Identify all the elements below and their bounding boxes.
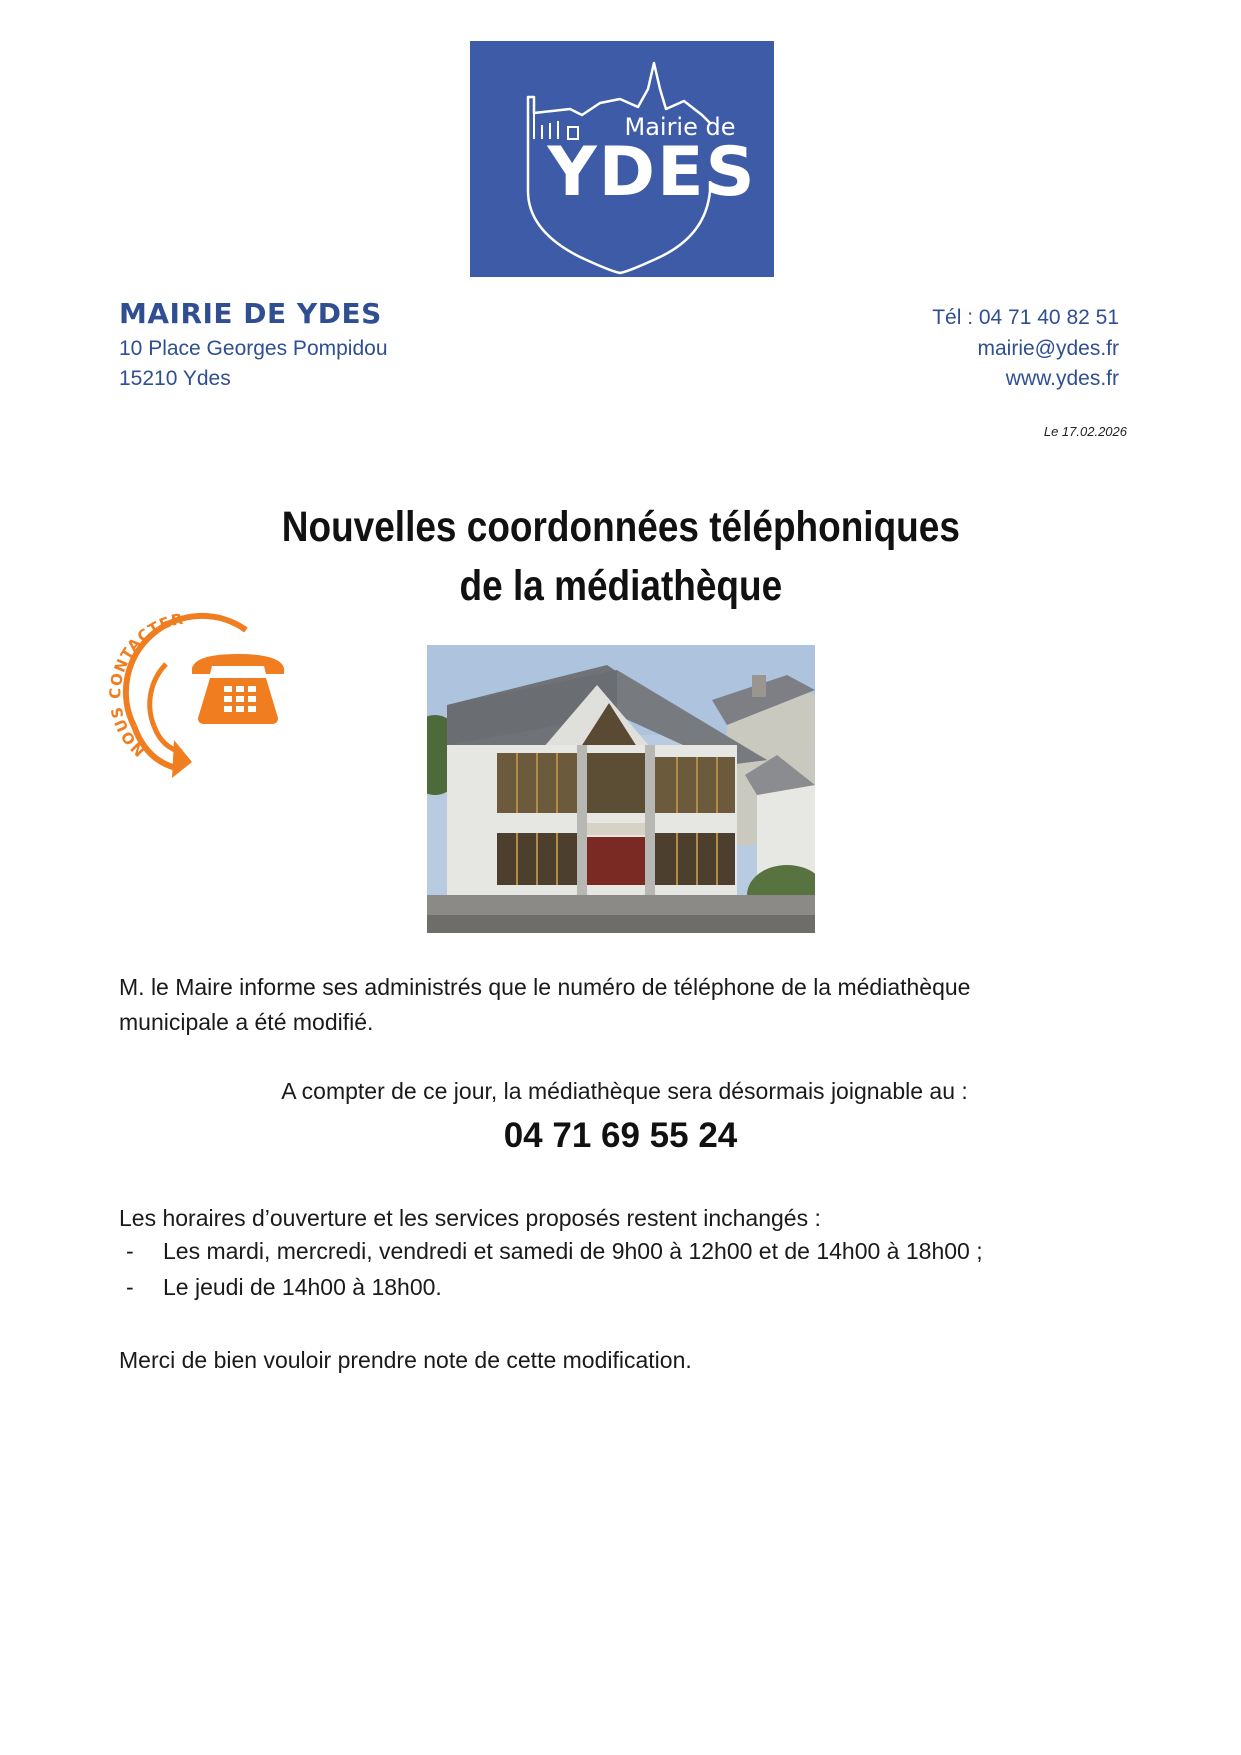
- header-website[interactable]: www.ydes.fr: [1005, 367, 1119, 390]
- document-title-line1: Nouvelles coordonnées téléphoniques: [281, 503, 960, 551]
- svg-text:NOUS CONTACTER: [106, 610, 185, 760]
- hours-bullet: -: [126, 1274, 134, 1300]
- hours-item: Le jeudi de 14h00 à 18h00.: [163, 1274, 442, 1300]
- paragraph-intro-line2: municipale a été modifié.: [119, 1009, 374, 1035]
- address-city: 15210 Ydes: [119, 367, 231, 390]
- logo-text-big: YDES: [547, 133, 757, 212]
- document-date: Le 17.02.2026: [1043, 424, 1127, 439]
- organization-name: MAIRIE DE YDES: [119, 297, 382, 330]
- document-title-line2: de la médiathèque: [459, 562, 783, 610]
- new-phone-number: 04 71 69 55 24: [503, 1116, 738, 1155]
- header-phone: Tél : 04 71 40 82 51: [932, 306, 1119, 329]
- header-email[interactable]: mairie@ydes.fr: [977, 337, 1119, 360]
- hours-bullet: -: [126, 1238, 134, 1264]
- mediatheque-photo: [427, 645, 815, 933]
- paragraph-hours-intro: Les horaires d’ouverture et les services proposés restent inchangés :: [119, 1205, 821, 1231]
- closing-line: Merci de bien vouloir prendre note de cette modification.: [119, 1347, 692, 1373]
- mairie-logo: [470, 41, 774, 277]
- hours-item: Les mardi, mercredi, vendredi et samedi de 9h00 à 12h00 et de 14h00 à 18h00 ;: [163, 1238, 983, 1264]
- paragraph-reachable: A compter de ce jour, la médiathèque sera désormais joignable au :: [281, 1078, 968, 1104]
- contact-badge: [106, 600, 286, 780]
- telephone-icon: [192, 654, 284, 724]
- logo-text-small: Mairie de: [624, 113, 736, 141]
- paragraph-intro-line1: M. le Maire informe ses administrés que le numéro de téléphone de la médiathèque: [119, 974, 971, 1000]
- badge-text: NOUS CONTACTER: [106, 609, 186, 761]
- address-street: 10 Place Georges Pompidou: [119, 337, 388, 360]
